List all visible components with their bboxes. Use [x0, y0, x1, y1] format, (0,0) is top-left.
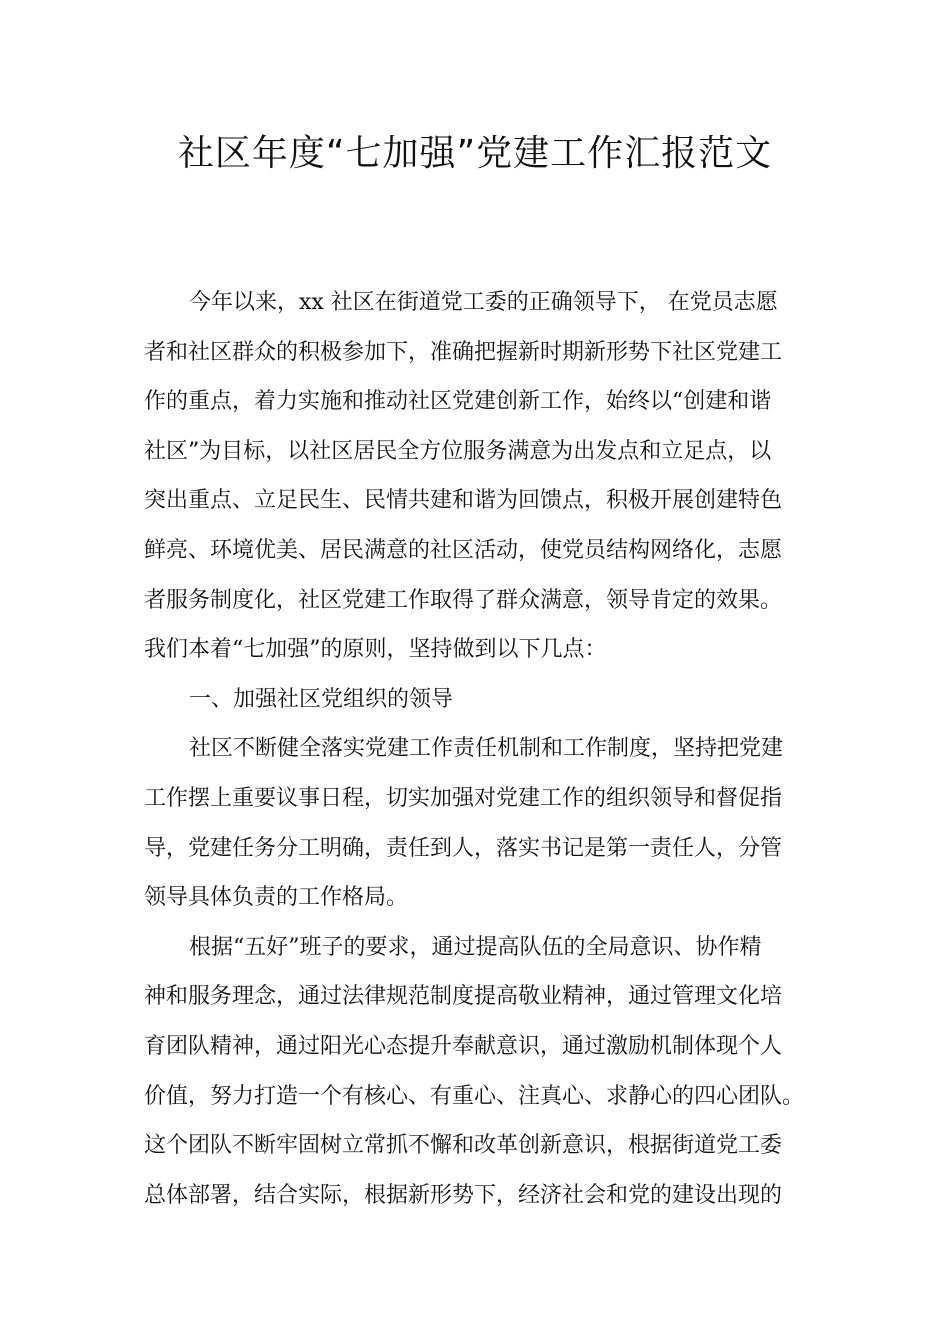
document-body — [144, 278, 808, 1220]
paragraph-line: 总体部署，结合实际，根据新形势下，经济社会和党的建设出现的 — [144, 1182, 783, 1208]
paragraph-line: 今年以来，xx 社区在街道党工委的正确领导下， 在党员志愿 — [189, 290, 778, 315]
paragraph-line: 神和服务理念，通过法律规范制度提高敬业精神，通过管理文化培 — [144, 984, 783, 1010]
paragraph-line: 导，党建任务分工明确，责任到人，落实书记是第一责任人，分管 — [144, 835, 783, 861]
paragraph-line: 这个团队不断牢固树立常抓不懈和改革创新意识，根据街道党工委 — [144, 1133, 783, 1159]
paragraph-line: 作的重点，着力实施和推动社区党建创新工作，始终以“创建和谐 — [144, 389, 772, 415]
paragraph-line: 鲜亮、环境优美、居民满意的社区活动，使党员结构网络化，志愿 — [144, 537, 783, 563]
document-title: 社区年度“七加强”党建工作汇报范文 — [177, 133, 773, 174]
section-heading: 一、加强社区党组织的领导 — [189, 686, 454, 712]
paragraph-line: 我们本着“七加强”的原则，坚持做到以下几点： — [144, 637, 607, 663]
paragraph-line: 工作摆上重要议事日程，切实加强对党建工作的组织领导和督促指 — [144, 785, 783, 811]
paragraph-line: 根据“五好”班子的要求，通过提高队伍的全局意识、协作精 — [189, 934, 762, 960]
paragraph-line: 者和社区群众的积极参加下，准确把握新时期新形势下社区党建工 — [144, 339, 783, 365]
paragraph-line: 领导具体负责的工作格局。 — [144, 885, 409, 911]
paragraph-line: 价值，努力打造一个有核心、有重心、注真心、求静心的四心团队。 — [144, 1083, 805, 1109]
paragraph-line: 突出重点、立足民生、民情共建和谐为回馈点，积极开展创建特色 — [144, 488, 783, 514]
paragraph-line: 社区不断健全落实党建工作责任机制和工作制度，坚持把党建 — [189, 736, 784, 762]
paragraph-line: 育团队精神，通过阳光心态提升奉献意识，通过激励机制体现个人 — [144, 1033, 783, 1059]
paragraph-line: 社区”为目标，以社区居民全方位服务满意为出发点和立足点，以 — [144, 438, 772, 464]
paragraph-line: 者服务制度化，社区党建工作取得了群众满意，领导肯定的效果。 — [144, 587, 783, 613]
